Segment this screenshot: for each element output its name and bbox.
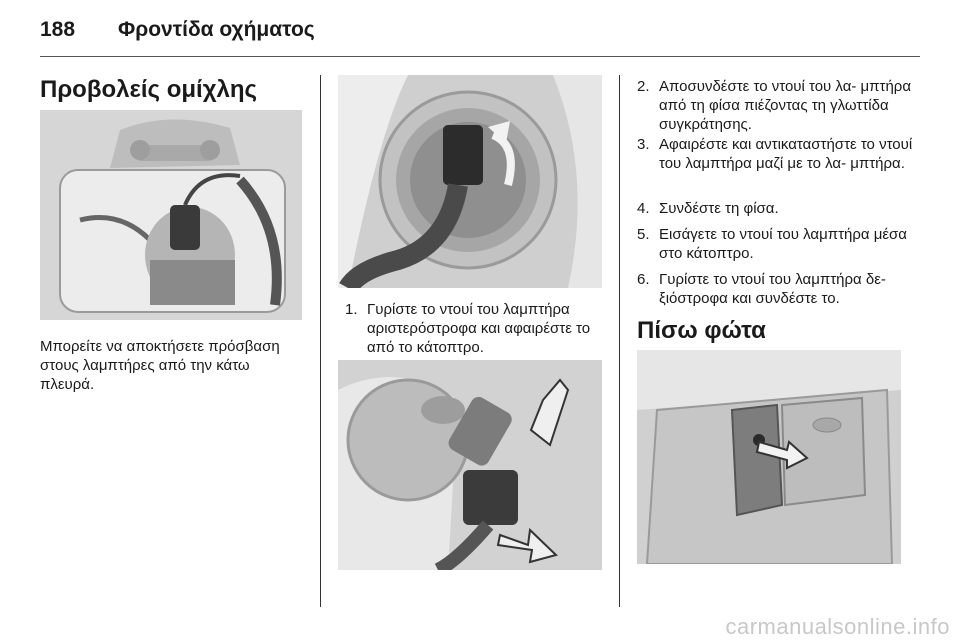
step-text: Αποσυνδέστε το ντουί του λα- μπτήρα από τη φίσα πιέζοντας τη γλωττίδα συγκράτησης.: [659, 78, 911, 133]
step-text: Γυρίστε το ντουί του λαμπτήρα αριστερόστροφα και αφαιρέστε το από το κάτοπτρο.: [367, 301, 591, 356]
step-4: [637, 199, 922, 218]
step-text: Αφαιρέστε και αντικαταστήστε το ντουί του λαμπτήρα μαζί με το λα- μπτήρα.: [659, 136, 913, 172]
step-6: [637, 270, 922, 308]
chapter-title: Φροντίδα οχήματος: [118, 18, 315, 41]
step-3: [637, 135, 922, 173]
page-header: [40, 18, 315, 48]
step-1: [345, 300, 607, 357]
step-2: [637, 77, 922, 134]
rear-light-photo: [637, 350, 901, 564]
bulb-holder-photo: [338, 75, 602, 288]
step-text: Συνδέστε τη φίσα.: [659, 200, 779, 217]
section-title-fog-lights: Προβολείς ομίχλης: [40, 76, 258, 103]
step-number: 2.: [637, 78, 650, 95]
watermark: carmanualsonline.info: [725, 614, 950, 639]
step-text: Εισάγετε το ντουί του λαμπτήρα μέσα στο κάτοπτρο.: [659, 226, 907, 262]
step-5: [637, 225, 922, 263]
header-rule: [40, 56, 920, 57]
section-title-rear-lights: Πίσω φώτα: [637, 317, 766, 344]
step-number: 6.: [637, 271, 650, 288]
fog-light-photo: [40, 110, 302, 320]
bulb-removal-photo: [338, 360, 602, 570]
step-number: 4.: [637, 200, 650, 217]
column-divider-right: [619, 75, 620, 607]
fog-light-paragraph: Μπορείτε να αποκτήσετε πρόσβαση στους λαμπτήρες από την κάτω πλευρά.: [40, 338, 280, 393]
column-divider-left: [320, 75, 321, 607]
step-text: Γυρίστε το ντουί του λαμπτήρα δε- ξιόστροφα και συνδέστε το.: [659, 271, 886, 307]
step-number: 1.: [345, 301, 358, 318]
step-number: 3.: [637, 136, 650, 153]
page-number: 188: [40, 18, 76, 41]
step-number: 5.: [637, 226, 650, 243]
